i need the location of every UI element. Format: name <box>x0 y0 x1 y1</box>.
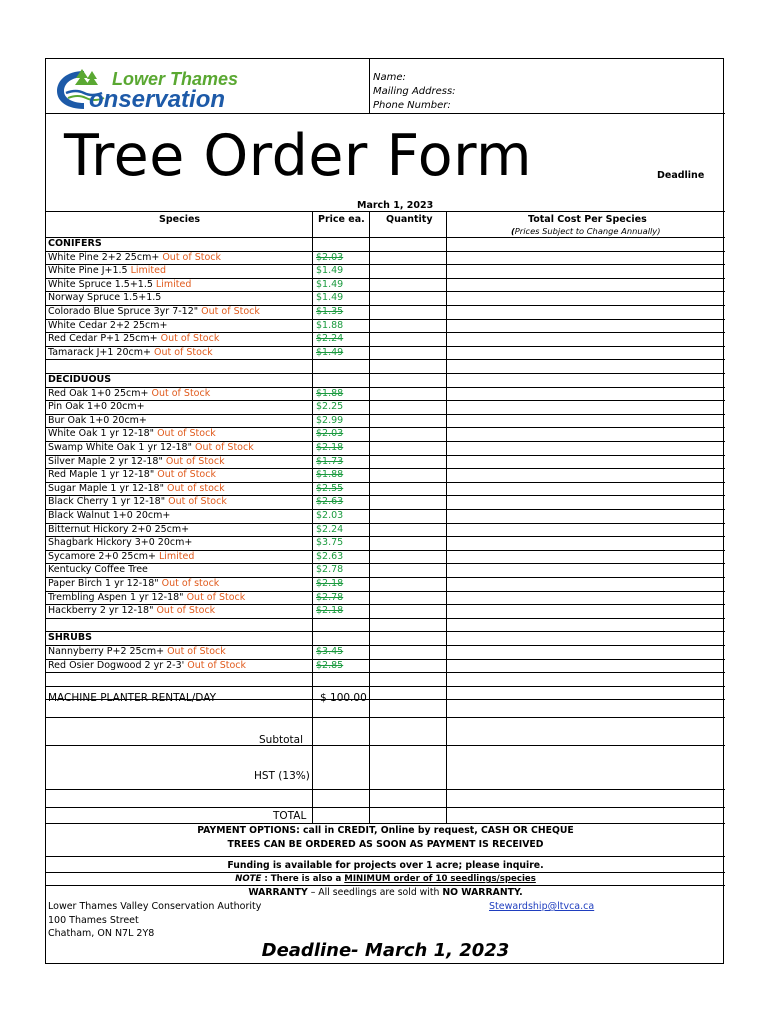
species-label: Kentucky Coffee Tree <box>48 564 148 576</box>
species-label: Bur Oak 1+0 20cm+ <box>48 414 147 426</box>
table-row <box>46 645 725 659</box>
table-row <box>46 332 725 346</box>
quantity-cell[interactable] <box>370 523 446 537</box>
species-name <box>48 536 192 550</box>
tree-order-form <box>45 58 724 964</box>
quantity-cell[interactable] <box>370 509 446 523</box>
species-name <box>48 604 215 618</box>
total-cell <box>447 645 725 659</box>
total-cell <box>447 387 725 401</box>
total-cell <box>447 305 725 319</box>
conservation-logo <box>54 65 294 111</box>
species-label: White Oak 1 yr 12-18" <box>48 428 155 440</box>
species-name <box>48 659 246 673</box>
stock-status: Out of Stock <box>183 591 246 603</box>
deadline-label: Deadline <box>657 170 705 181</box>
species-label: Black Cherry 1 yr 12-18" <box>48 496 166 508</box>
minimum-order-note: NOTE : There is also a MINIMUM order of 10 seedlings/species <box>235 874 536 884</box>
species-price: $2.03 <box>316 428 344 440</box>
table-row <box>46 591 725 605</box>
species-label: Red Osier Dogwood 2 yr 2-3' <box>48 659 185 671</box>
total-cell <box>447 441 725 455</box>
species-price: $1.88 <box>316 469 344 481</box>
hst-label: HST (13%) <box>254 770 310 782</box>
species-label: Bitternut Hickory 2+0 25cm+ <box>48 523 190 535</box>
species-label: Pin Oak 1+0 20cm+ <box>48 401 145 413</box>
quantity-cell[interactable] <box>370 604 446 618</box>
species-name <box>48 264 166 278</box>
total-cell <box>447 550 725 564</box>
total-cell <box>447 604 725 618</box>
species-name <box>48 455 225 469</box>
species-name <box>48 550 194 564</box>
table-row <box>46 550 725 564</box>
page-title: Tree Order Form <box>64 123 533 189</box>
total-cell <box>447 591 725 605</box>
quantity-cell[interactable] <box>370 414 446 428</box>
stock-status: Out of Stock <box>164 646 226 657</box>
table-row <box>46 400 725 414</box>
total-cell <box>447 523 725 537</box>
species-name <box>48 332 219 346</box>
total-cell <box>447 577 725 591</box>
stock-status: Out of stock <box>158 578 220 589</box>
table-row <box>46 563 725 577</box>
quantity-cell[interactable] <box>370 387 446 401</box>
species-label: Red Oak 1+0 25cm+ <box>48 387 149 399</box>
stock-status: Limited <box>155 550 195 562</box>
species-label: White Spruce 1.5+1.5 <box>48 278 153 290</box>
species-name <box>48 509 170 523</box>
total-cell <box>447 414 725 428</box>
quantity-cell[interactable] <box>370 251 446 265</box>
quantity-cell[interactable] <box>370 278 446 292</box>
species-label: Colorado Blue Spruce 3yr 7-12" <box>48 306 199 317</box>
species-name <box>48 441 254 455</box>
stock-status: Out of Stock <box>165 496 227 508</box>
table-row <box>46 441 725 455</box>
species-price: $2.55 <box>316 482 344 494</box>
table-row <box>46 291 725 305</box>
species-label: White Pine 2+2 25cm+ <box>48 251 160 263</box>
species-name <box>48 319 168 333</box>
table-row <box>46 251 725 265</box>
species-label: Swamp White Oak 1 yr 12-18" <box>48 442 192 453</box>
mailing-address-field-label[interactable]: Mailing Address: <box>373 86 456 97</box>
planter-label: MACHINE PLANTER RENTAL/DAY <box>48 692 216 704</box>
total-cell <box>447 563 725 577</box>
species-name <box>48 427 216 441</box>
quantity-cell[interactable] <box>370 264 446 278</box>
quantity-cell[interactable] <box>370 563 446 577</box>
species-price: $2.18 <box>316 578 344 589</box>
quantity-cell[interactable] <box>370 319 446 333</box>
quantity-cell[interactable] <box>370 427 446 441</box>
species-name <box>48 278 191 292</box>
species-name <box>48 414 147 428</box>
stock-status: Out of Stock <box>154 469 216 481</box>
total-cell <box>447 319 725 333</box>
species-label: Paper Birch 1 yr 12-18" <box>48 578 159 589</box>
species-price: $2.18 <box>316 442 344 453</box>
total-cell <box>447 536 725 550</box>
deadline-banner: Deadline- March 1, 2023 <box>261 940 510 961</box>
species-name <box>48 563 148 577</box>
table-row <box>46 604 725 618</box>
species-name <box>48 468 216 482</box>
quantity-cell[interactable] <box>370 659 446 673</box>
price-column-header: Price ea. <box>318 214 365 225</box>
species-label: Red Maple 1 yr 12-18" <box>48 469 155 481</box>
stock-status: Out of Stock <box>191 442 254 453</box>
phone-field-label[interactable]: Phone Number: <box>373 100 451 111</box>
logo-mark-icon <box>54 65 294 111</box>
species-name <box>48 495 227 509</box>
org-city: Chatham, ON N7L 2Y8 <box>48 928 155 939</box>
species-price: $2.03 <box>316 510 344 521</box>
stock-status: Out of Stock <box>150 346 213 358</box>
quantity-cell[interactable] <box>370 291 446 305</box>
species-label: Norway Spruce 1.5+1.5 <box>48 292 162 304</box>
table-row <box>46 264 725 278</box>
stock-status: Out of Stock <box>154 428 216 440</box>
total-cell <box>447 400 725 414</box>
total-column-header: Total Cost Per Species <box>528 214 647 225</box>
total-cell <box>447 291 725 305</box>
species-label: Tamarack J+1 20cm+ <box>48 346 151 358</box>
species-name <box>48 523 189 537</box>
species-label: White Pine J+1.5 <box>48 265 128 277</box>
payment-options: PAYMENT OPTIONS: call in CREDIT, Online by request, CASH OR CHEQUE <box>197 825 574 836</box>
species-label: Trembling Aspen 1 yr 12-18" <box>48 591 184 603</box>
species-price: $3.45 <box>316 646 344 657</box>
stock-status: Out of Stock <box>157 333 220 345</box>
warranty-note: WARRANTY – All seedlings are sold with NO WARRANTY. <box>248 887 523 898</box>
section-label-deciduous: DECIDUOUS <box>48 374 112 385</box>
species-label: Sugar Maple 1 yr 12-18" <box>48 482 164 494</box>
species-name <box>48 291 161 305</box>
table-row <box>46 387 725 401</box>
stock-status: Out of Stock <box>198 306 260 317</box>
svg-text:onservation: onservation <box>89 86 226 111</box>
org-address <box>48 900 261 941</box>
stock-status: Limited <box>127 265 167 277</box>
species-name <box>48 577 219 591</box>
species-column-header: Species <box>159 214 201 225</box>
quantity-cell[interactable] <box>370 495 446 509</box>
species-price: $2.63 <box>316 550 344 562</box>
table-row <box>46 346 725 360</box>
funding-notice: Funding is available for projects over 1 acre; please inquire. <box>227 860 544 871</box>
stock-status: Out of Stock <box>159 251 222 263</box>
species-label: Red Cedar P+1 25cm+ <box>48 333 158 345</box>
species-name <box>48 591 245 605</box>
quantity-cell[interactable] <box>370 400 446 414</box>
species-price: $1.35 <box>316 306 344 317</box>
table-row <box>46 468 725 482</box>
table-row <box>46 577 725 591</box>
quantity-cell[interactable] <box>370 536 446 550</box>
species-price: $2.63 <box>316 496 344 508</box>
species-name <box>48 482 225 496</box>
species-label: Silver Maple 2 yr 12-18" <box>48 455 163 467</box>
stock-status: Limited <box>152 278 192 290</box>
species-price: $3.75 <box>316 537 344 549</box>
species-label: Nannyberry P+2 25cm+ <box>48 646 165 657</box>
species-price: $2.03 <box>316 251 344 263</box>
total-cell <box>447 482 725 496</box>
total-cell <box>447 455 725 469</box>
species-price: $1.49 <box>316 346 344 358</box>
total-cell <box>447 468 725 482</box>
quantity-cell[interactable] <box>370 332 446 346</box>
quantity-cell[interactable] <box>370 482 446 496</box>
quantity-column-header: Quantity <box>386 214 433 225</box>
species-label: White Cedar 2+2 25cm+ <box>48 319 168 331</box>
table-row <box>46 414 725 428</box>
species-price: $1.73 <box>316 455 344 467</box>
price-note: (Prices Subject to Change Annually) <box>511 226 661 236</box>
subtotal-label: Subtotal <box>259 734 303 746</box>
total-cell <box>447 495 725 509</box>
species-price: $1.88 <box>316 387 344 399</box>
quantity-cell[interactable] <box>370 468 446 482</box>
species-price: $1.49 <box>316 278 344 290</box>
total-cell <box>447 427 725 441</box>
svg-text:Lower Thames: Lower Thames <box>112 69 239 89</box>
table-row <box>46 305 725 319</box>
species-price: $2.78 <box>316 564 344 576</box>
species-price: $2.24 <box>316 333 344 345</box>
species-label: Black Walnut 1+0 20cm+ <box>48 510 171 521</box>
section-label-conifers: CONIFERS <box>48 238 102 249</box>
table-row <box>46 455 725 469</box>
species-name <box>48 400 145 414</box>
species-label: Shagbark Hickory 3+0 20cm+ <box>48 537 193 549</box>
order-notice: TREES CAN BE ORDERED AS SOON AS PAYMENT IS RECEIVED <box>227 839 544 850</box>
stock-status: Out of stock <box>163 482 225 494</box>
table-row <box>46 482 725 496</box>
org-street: 100 Thames Street <box>48 914 139 926</box>
table-row <box>46 278 725 292</box>
table-row <box>46 427 725 441</box>
total-cell <box>447 278 725 292</box>
species-name <box>48 346 213 360</box>
total-cell <box>447 659 725 673</box>
quantity-cell[interactable] <box>370 577 446 591</box>
quantity-cell[interactable] <box>370 346 446 360</box>
stock-status: Out of Stock <box>153 605 216 617</box>
deadline-date: March 1, 2023 <box>357 200 434 211</box>
table-row <box>46 509 725 523</box>
total-cell <box>447 509 725 523</box>
total-label: TOTAL <box>273 810 307 822</box>
table-row <box>46 319 725 333</box>
species-price: $2.18 <box>316 605 344 617</box>
quantity-cell[interactable] <box>370 455 446 469</box>
stock-status: Out of Stock <box>148 387 211 399</box>
total-cell <box>447 264 725 278</box>
species-name <box>48 251 221 265</box>
total-cell <box>447 251 725 265</box>
section-label-shrubs: SHRUBS <box>48 632 92 644</box>
species-label: Sycamore 2+0 25cm+ <box>48 550 156 562</box>
quantity-cell[interactable] <box>370 441 446 455</box>
total-cell <box>447 332 725 346</box>
quantity-cell[interactable] <box>370 305 446 319</box>
species-name <box>48 387 210 401</box>
table-row <box>46 659 725 673</box>
table-row <box>46 495 725 509</box>
quantity-cell[interactable] <box>370 550 446 564</box>
quantity-cell[interactable] <box>370 591 446 605</box>
table-row <box>46 536 725 550</box>
species-price: $1.88 <box>316 319 344 331</box>
species-price: $2.78 <box>316 591 344 603</box>
species-price: $2.24 <box>316 523 344 535</box>
stewardship-email-link[interactable]: Stewardship@ltvca.ca <box>489 901 595 912</box>
total-cell <box>447 346 725 360</box>
planter-price: $ 100.00 <box>320 692 367 704</box>
org-name: Lower Thames Valley Conservation Authority <box>48 901 262 912</box>
quantity-cell[interactable] <box>370 645 446 659</box>
species-name <box>48 305 260 319</box>
name-field-label[interactable]: Name: <box>373 72 406 83</box>
species-price: $1.49 <box>316 265 344 277</box>
species-price: $2.99 <box>316 414 344 426</box>
stock-status: Out of Stock <box>184 659 246 671</box>
stock-status: Out of Stock <box>162 455 225 467</box>
species-price: $2.25 <box>316 401 344 413</box>
species-price: $2.85 <box>316 659 344 671</box>
contact-fields <box>373 71 456 113</box>
table-row <box>46 523 725 537</box>
species-price: $1.49 <box>316 292 344 304</box>
species-name <box>48 645 226 659</box>
species-label: Hackberry 2 yr 12-18" <box>48 605 154 617</box>
